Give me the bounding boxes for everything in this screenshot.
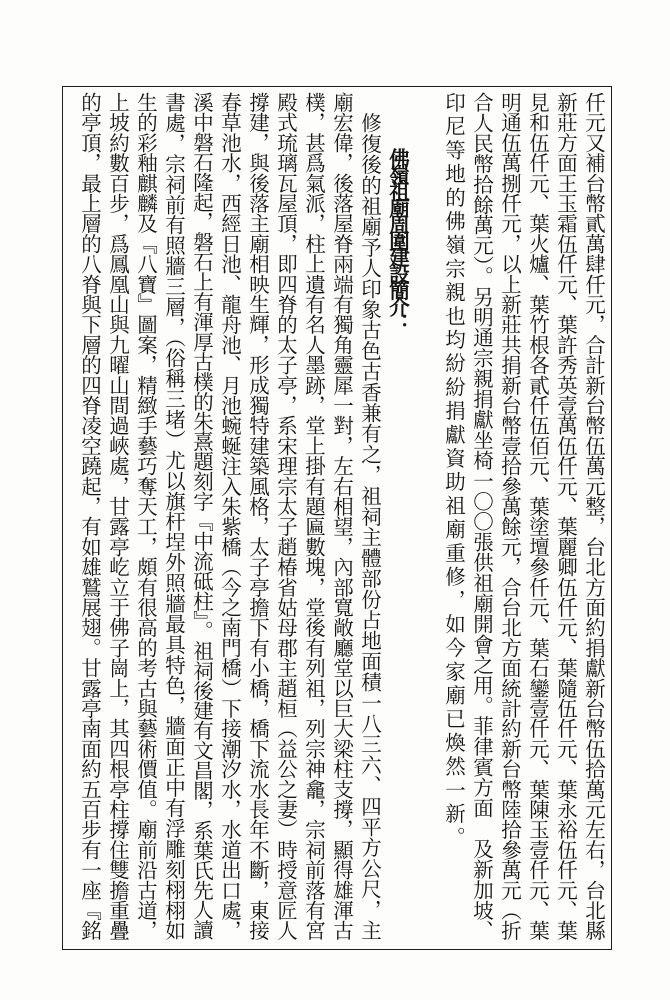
frame-bottom-rule [62, 949, 612, 950]
text-column-18: 上坡約數百步，爲鳳凰山與九曜山間過峽處，甘露亭屹立于佛子崗上，其四根亭柱撐住雙擔重疊 [105, 92, 130, 941]
text-column-14: 春草池水，西經日池、龍舟池、月池蜿蜒注入朱紫橋（今之南門橋）下接潮汐水，水道出口處， [217, 92, 242, 941]
text-column-12: 殿式琉璃瓦屋頂，即四脊的太子亭，系宋理宗太子趙椿省姑母郡主趙桓（益公之妻）時授意匠人 [273, 92, 298, 941]
text-column-17: 生的彩釉麒麟及『八寶』圖案，精緻手藝巧奪天工，頗有很高的考古與藝術價值。廟前沿古道， [133, 92, 158, 941]
text-column-5: 合人民幣拾餘萬元）。另明通宗親捐獻坐椅一〇〇張供祖廟開會之用。菲律賓方面 及新加坡、 [469, 92, 494, 941]
text-column-9: 修復後的祖廟予人印象古色古香兼有之，祖祠主體部份占地面積一八三六、四平方公尺，主 [357, 92, 382, 941]
text-column-4: 明通伍萬捌仟元，以上新莊共捐新台幣壹拾參萬餘元，合台北方面統計約新台幣陸拾參萬元（折 [497, 92, 522, 941]
text-column-19: 的亭頂，最上層的八脊與下層的四脊凌空蹺起，有如雄鷲展翅。甘露亭南面約五百步有一座『銘 [77, 92, 102, 941]
text-column-10: 廟宏偉，後落屋脊兩端有獨角靈犀一對，左右相望，內部寬敞廳堂以巨大梁柱支撐，顯得雄渾古 [329, 92, 354, 941]
text-column-16: 書處，宗祠前有照牆三層，（俗稱三堵）尤以旗杆埕外照牆最具特色，牆面正中有浮雕刻栩栩如 [161, 92, 186, 941]
text-column-11: 樸，甚爲氣派，柱上遺有名人墨跡，堂上掛有題匾數塊，堂後有列祖，列宗神龕，宗祠前落有宮 [301, 92, 326, 941]
section-heading: 佛嶺祖廟周圍建設簡介： [385, 148, 410, 330]
text-column-2: 新莊方面王玉霜伍仟元、葉許秀英壹萬伍仟元、葉麗卿伍仟元、葉隨伍仟元、葉永裕伍仟元、葉 [553, 92, 578, 941]
text-column-15: 溪中磐石隆起，磐石上有渾厚古樸的朱熹題刻字『中流砥柱』。祖祠後建有文昌閣，系葉氏先人讀 [189, 92, 214, 940]
text-column-3: 見和伍仟元、葉火爐、葉竹根各貳仟伍佰元、葉塗壇參仟元、葉石鑾壹仟元、葉陳玉壹仟元、葉 [525, 92, 550, 941]
text-column-1: 仟元又補台幣貳萬肆仟元，合計新台幣伍萬元整，台北方面約捐獻新台幣伍拾萬元左右，台北縣 [581, 92, 606, 941]
text-column-6: 印尼等地的佛嶺宗親也均紛紛捐獻資助祖廟重修，如今家廟已煥然一新。 [441, 92, 466, 851]
text-column-13: 撐建，與後落主廟相映生輝，形成獨特建築風格，太子亭擔下有小橋，橋下流水長年不斷，東接 [245, 92, 270, 941]
frame-top-rule [62, 86, 612, 87]
